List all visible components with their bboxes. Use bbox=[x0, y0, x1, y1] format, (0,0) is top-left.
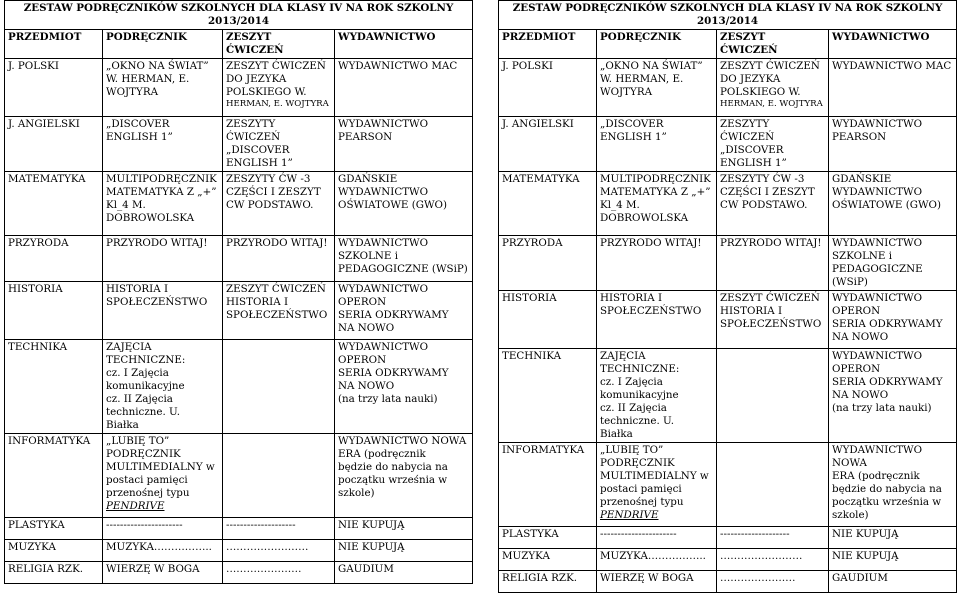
workbook-cell-line: …………………. bbox=[226, 563, 302, 575]
table-row bbox=[499, 527, 957, 549]
publisher-cell-line: SZKOLNE i bbox=[338, 250, 398, 262]
right-copy bbox=[498, 0, 956, 593]
book-cell-line: WOJTYRA bbox=[600, 86, 653, 98]
book-cell bbox=[597, 59, 717, 117]
book-cell-line: ENGLISH 1” bbox=[600, 131, 667, 143]
publisher-cell-line: NIE KUPUJĄ bbox=[832, 528, 899, 540]
workbook-cell-line: HISTORIA I bbox=[226, 296, 289, 308]
publisher-cell-line: SERIA ODKRYWAMY bbox=[338, 367, 449, 379]
subject-cell: MUZYKA bbox=[499, 549, 597, 571]
book-cell-line: DOBROWOLSKA bbox=[106, 212, 195, 224]
book-cell-line: MATEMATYKA Z „+” bbox=[106, 186, 217, 198]
publisher-cell bbox=[829, 349, 957, 443]
book-cell-line: „OKNO NA ŚWIAT” bbox=[106, 60, 209, 72]
workbook-cell bbox=[223, 540, 335, 562]
column-header: WYDAWNICTWO bbox=[335, 30, 473, 59]
workbook-cell bbox=[223, 282, 335, 340]
publisher-cell bbox=[335, 172, 473, 236]
book-cell-line: komunikacyjne bbox=[106, 380, 185, 392]
workbook-cell-line: „DISCOVER bbox=[226, 144, 290, 156]
subject-cell: TECHNIKA bbox=[5, 340, 103, 434]
publisher-cell-line: WYDAWNICTWO NOWA bbox=[338, 435, 467, 447]
publisher-cell-line: OŚWIATOWE (GWO) bbox=[338, 199, 447, 211]
book-cell bbox=[597, 443, 717, 527]
publisher-cell-line: NA NOWO bbox=[832, 331, 889, 343]
workbook-cell-line: „DISCOVER bbox=[720, 144, 784, 156]
table-row bbox=[499, 549, 957, 571]
book-cell-underlined: PENDRIVE bbox=[600, 509, 659, 521]
book-cell-line: PRZYRODO WITAJ! bbox=[106, 237, 208, 249]
publisher-cell-line: WYDAWNICTWO bbox=[832, 292, 923, 304]
workbook-cell-line: ENGLISH 1” bbox=[226, 157, 293, 169]
publisher-cell-line: WYDAWNICTWO MAC bbox=[832, 60, 952, 72]
textbook-table bbox=[4, 0, 473, 584]
book-cell-line: PODRĘCZNIK bbox=[600, 457, 675, 469]
table-row bbox=[5, 562, 473, 584]
publisher-cell bbox=[335, 236, 473, 282]
book-cell-line: W. HERMAN, E. bbox=[106, 73, 190, 85]
textbook-table bbox=[498, 0, 957, 593]
book-cell-line: Białka bbox=[600, 428, 633, 440]
book-cell bbox=[103, 282, 223, 340]
subject-cell: RELIGIA RZK. bbox=[5, 562, 103, 584]
book-cell bbox=[597, 117, 717, 172]
workbook-cell-line: POLSKIEGO W. bbox=[226, 86, 307, 98]
publisher-cell-line: GDAŃSKIE bbox=[832, 173, 892, 185]
book-cell-line: cz. II Zajęcia bbox=[106, 393, 173, 405]
book-cell-line: TECHNICZNE: bbox=[106, 354, 186, 366]
publisher-cell-line: początku września w bbox=[338, 474, 448, 486]
table-row bbox=[499, 172, 957, 236]
publisher-cell-line: NIE KUPUJĄ bbox=[832, 550, 899, 562]
book-cell-line: WIERZĘ W BOGA bbox=[106, 563, 200, 575]
publisher-cell bbox=[335, 562, 473, 584]
publisher-cell-line: OPERON bbox=[832, 305, 881, 317]
book-cell-line: DOBROWOLSKA bbox=[600, 212, 689, 224]
table-row bbox=[499, 59, 957, 117]
book-cell-line: Kl_4 M. bbox=[600, 199, 640, 211]
workbook-cell-line: CW PODSTAWO. bbox=[720, 199, 808, 211]
subject-cell: TECHNIKA bbox=[499, 349, 597, 443]
book-cell-line: przenośnej typu bbox=[106, 487, 190, 499]
subject-cell: PLASTYKA bbox=[499, 527, 597, 549]
subject-cell: PRZYRODA bbox=[5, 236, 103, 282]
column-header: PRZEDMIOT bbox=[499, 30, 597, 59]
publisher-cell-line: NIE KUPUJĄ bbox=[338, 519, 405, 531]
publisher-cell-line: OŚWIATOWE (GWO) bbox=[832, 199, 941, 211]
publisher-cell-line: OPERON bbox=[338, 296, 387, 308]
publisher-cell-line: PEDAGOGICZNE (WSiP) bbox=[832, 263, 923, 288]
book-cell-line: ZAJĘCIA bbox=[106, 341, 152, 353]
workbook-cell-line: CZĘŚCI I ZESZYT bbox=[226, 186, 321, 198]
publisher-cell bbox=[829, 549, 957, 571]
workbook-cell bbox=[223, 340, 335, 434]
book-cell bbox=[597, 291, 717, 349]
book-cell-line: HISTORIA I bbox=[106, 283, 169, 295]
book-cell-line: WOJTYRA bbox=[106, 86, 159, 98]
book-cell-line: cz. I Zajęcia bbox=[106, 367, 169, 379]
publisher-cell-line: NA NOWO bbox=[338, 322, 395, 334]
workbook-cell bbox=[717, 349, 829, 443]
book-cell-line: „LUBIĘ TO” bbox=[600, 444, 664, 456]
book-cell bbox=[103, 340, 223, 434]
book-cell-underlined: PENDRIVE bbox=[106, 500, 165, 512]
book-cell-line: Kl_4 M. bbox=[106, 199, 146, 211]
book-cell-line: przenośnej typu bbox=[600, 496, 684, 508]
subject-cell: MATEMATYKA bbox=[499, 172, 597, 236]
book-cell bbox=[597, 527, 717, 549]
subject-cell: PRZYRODA bbox=[499, 236, 597, 291]
workbook-cell-line: ZESZYT ĆWICZEŃ bbox=[226, 60, 326, 72]
book-cell bbox=[103, 172, 223, 236]
book-cell-line: MATEMATYKA Z „+” bbox=[600, 186, 711, 198]
workbook-cell bbox=[717, 571, 829, 593]
subject-cell: J. ANGIELSKI bbox=[499, 117, 597, 172]
publisher-cell-line: NA NOWO bbox=[338, 380, 395, 392]
publisher-cell-line: WYDAWNICTWO bbox=[338, 118, 429, 130]
publisher-cell-line: WYDAWNICTWO bbox=[832, 237, 923, 249]
book-cell-line: „LUBIĘ TO” bbox=[106, 435, 170, 447]
workbook-cell bbox=[717, 117, 829, 172]
book-cell-line: MULTIMEDIALNY w bbox=[600, 470, 709, 482]
workbook-cell bbox=[717, 527, 829, 549]
table-row bbox=[5, 59, 473, 117]
book-cell-line: HISTORIA I bbox=[600, 292, 663, 304]
publisher-cell-line: WYDAWNICTWO bbox=[832, 186, 923, 198]
column-header: WYDAWNICTWO bbox=[829, 30, 957, 59]
book-cell-line: „DISCOVER bbox=[106, 118, 170, 130]
publisher-cell bbox=[829, 172, 957, 236]
workbook-cell-line: ENGLISH 1” bbox=[720, 157, 787, 169]
publisher-cell-line: WYDAWNICTWO MAC bbox=[338, 60, 458, 72]
subject-cell: INFORMATYKA bbox=[499, 443, 597, 527]
publisher-cell-line: szkole) bbox=[338, 487, 375, 499]
publisher-cell-line: PEDAGOGICZNE (WSiP) bbox=[338, 263, 468, 275]
workbook-cell-line: -------------------- bbox=[226, 519, 296, 531]
publisher-cell-line: (na trzy lata nauki) bbox=[832, 402, 932, 414]
publisher-cell-line: ERA (podręcznik bbox=[832, 470, 920, 482]
publisher-cell-line: początku września w bbox=[832, 496, 942, 508]
workbook-cell bbox=[223, 236, 335, 282]
book-cell-line: postaci pamięci bbox=[106, 474, 188, 486]
publisher-cell bbox=[829, 291, 957, 349]
publisher-cell-line: OPERON bbox=[338, 354, 387, 366]
publisher-cell-line: ERA (podręcznik bbox=[338, 448, 426, 460]
publisher-cell-line: WYDAWNICTWO bbox=[832, 118, 923, 130]
column-header: PODRĘCZNIK bbox=[103, 30, 223, 59]
publisher-cell-line: WYDAWNICTWO bbox=[338, 186, 429, 198]
book-cell-line: cz. II Zajęcia bbox=[600, 402, 667, 414]
book-cell-line: MUZYKA…………….. bbox=[600, 550, 706, 562]
workbook-cell bbox=[717, 59, 829, 117]
table-row bbox=[499, 571, 957, 593]
publisher-cell-line: SERIA ODKRYWAMY bbox=[832, 318, 943, 330]
book-cell-line: techniczne. U. bbox=[600, 415, 675, 427]
book-cell-line: SPOŁECZEŃSTWO bbox=[106, 296, 208, 308]
publisher-cell bbox=[829, 527, 957, 549]
workbook-cell-line: ZESZYT ĆWICZEŃ bbox=[720, 60, 820, 72]
publisher-cell-line: szkole) bbox=[832, 509, 869, 521]
book-cell bbox=[103, 59, 223, 117]
book-cell bbox=[103, 562, 223, 584]
book-cell bbox=[597, 571, 717, 593]
publisher-cell-line: będzie do nabycia na bbox=[338, 461, 448, 473]
column-header: ZESZYT ĆWICZEŃ bbox=[717, 30, 829, 59]
book-cell-line: komunikacyjne bbox=[600, 389, 679, 401]
publisher-cell bbox=[829, 236, 957, 291]
workbook-cell bbox=[717, 549, 829, 571]
table-row bbox=[5, 518, 473, 540]
workbook-cell-line: ZESZYTY ĆW -3 bbox=[226, 173, 311, 185]
workbook-cell-line: CW PODSTAWO. bbox=[226, 199, 314, 211]
book-cell bbox=[597, 236, 717, 291]
subject-cell: INFORMATYKA bbox=[5, 434, 103, 518]
book-cell bbox=[103, 117, 223, 172]
book-cell-line: PRZYRODO WITAJ! bbox=[600, 237, 702, 249]
workbook-cell-line: ZESZYTY ĆWICZEŃ bbox=[226, 118, 281, 143]
book-cell bbox=[597, 549, 717, 571]
book-cell-line: SPOŁECZEŃSTWO bbox=[600, 305, 702, 317]
book-cell-line: postaci pamięci bbox=[600, 483, 682, 495]
workbook-cell bbox=[223, 59, 335, 117]
left-copy bbox=[4, 0, 472, 584]
publisher-cell bbox=[829, 571, 957, 593]
workbook-cell-line: SPOŁECZEŃSTWO bbox=[720, 318, 822, 330]
publisher-cell-line: OPERON bbox=[832, 363, 881, 375]
subject-cell: HISTORIA bbox=[499, 291, 597, 349]
column-header: PRZEDMIOT bbox=[5, 30, 103, 59]
workbook-cell bbox=[223, 172, 335, 236]
table-row bbox=[5, 282, 473, 340]
workbook-cell-line: ZESZYTY ĆWICZEŃ bbox=[720, 118, 775, 143]
publisher-cell bbox=[829, 443, 957, 527]
workbook-cell-line: PRZYRODO WITAJ! bbox=[226, 237, 328, 249]
workbook-cell-line: …………………… bbox=[720, 550, 803, 562]
book-cell-line: „OKNO NA ŚWIAT” bbox=[600, 60, 703, 72]
subject-cell: RELIGIA RZK. bbox=[499, 571, 597, 593]
workbook-cell bbox=[717, 172, 829, 236]
book-cell-line: W. HERMAN, E. bbox=[600, 73, 684, 85]
workbook-cell bbox=[223, 562, 335, 584]
column-header: ZESZYT ĆWICZEŃ bbox=[223, 30, 335, 59]
book-cell-line: WIERZĘ W BOGA bbox=[600, 572, 694, 584]
table-row bbox=[5, 434, 473, 518]
workbook-cell bbox=[223, 518, 335, 540]
publisher-cell-line: będzie do nabycia na bbox=[832, 483, 942, 495]
publisher-cell bbox=[335, 282, 473, 340]
publisher-cell bbox=[335, 59, 473, 117]
publisher-cell-line: SZKOLNE i bbox=[832, 250, 892, 262]
publisher-cell bbox=[829, 59, 957, 117]
publisher-cell bbox=[335, 434, 473, 518]
subject-cell: PLASTYKA bbox=[5, 518, 103, 540]
workbook-cell-line: ZESZYT ĆWICZEŃ bbox=[720, 292, 820, 304]
table-row bbox=[5, 340, 473, 434]
workbook-cell-line: -------------------- bbox=[720, 528, 790, 540]
publisher-cell-line: WYDAWNICTWO bbox=[832, 350, 923, 362]
subject-cell: J. POLSKI bbox=[499, 59, 597, 117]
subject-cell: J. ANGIELSKI bbox=[5, 117, 103, 172]
workbook-cell-line: DO JEZYKA bbox=[226, 73, 287, 85]
workbook-cell-line: CZĘŚCI I ZESZYT bbox=[720, 186, 815, 198]
workbook-cell-line: …………………. bbox=[720, 572, 796, 584]
publisher-cell-line: PEARSON bbox=[338, 131, 393, 143]
publisher-cell-line: SERIA ODKRYWAMY bbox=[832, 376, 943, 388]
workbook-cell-line: POLSKIEGO W. bbox=[720, 86, 801, 98]
publisher-cell-line: GAUDIUM bbox=[832, 572, 888, 584]
publisher-cell-line: WYDAWNICTWO bbox=[338, 237, 429, 249]
publisher-cell bbox=[335, 340, 473, 434]
book-cell-line: „DISCOVER bbox=[600, 118, 664, 130]
table-title: ZESTAW PODRĘCZNIKÓW SZKOLNYCH DLA KLASY IV NA ROK SZKOLNY 2013/2014 bbox=[499, 1, 957, 30]
book-cell bbox=[103, 434, 223, 518]
table-row bbox=[5, 172, 473, 236]
book-cell-line: ---------------------- bbox=[106, 519, 183, 531]
workbook-cell bbox=[223, 117, 335, 172]
publisher-cell-line: GAUDIUM bbox=[338, 563, 394, 575]
workbook-cell bbox=[717, 236, 829, 291]
table-row bbox=[5, 117, 473, 172]
table-row bbox=[499, 349, 957, 443]
table-row bbox=[499, 236, 957, 291]
workbook-cell-line: …………………… bbox=[226, 541, 309, 553]
book-cell-line: PODRĘCZNIK bbox=[106, 448, 181, 460]
workbook-cell-line: HISTORIA I bbox=[720, 305, 783, 317]
book-cell-line: ENGLISH 1” bbox=[106, 131, 173, 143]
workbook-cell bbox=[717, 443, 829, 527]
workbook-cell-line: PRZYRODO WITAJ! bbox=[720, 237, 822, 249]
table-row bbox=[499, 443, 957, 527]
book-cell bbox=[103, 518, 223, 540]
table-title: ZESTAW PODRĘCZNIKÓW SZKOLNYCH DLA KLASY IV NA ROK SZKOLNY 2013/2014 bbox=[5, 1, 473, 30]
publisher-cell bbox=[829, 117, 957, 172]
publisher-cell-line: GDAŃSKIE bbox=[338, 173, 398, 185]
book-cell-line: MULTIPODRĘCZNIK bbox=[106, 173, 217, 185]
subject-cell: HISTORIA bbox=[5, 282, 103, 340]
book-cell-line: MULTIMEDIALNY w bbox=[106, 461, 215, 473]
publisher-cell-line: SERIA ODKRYWAMY bbox=[338, 309, 449, 321]
workbook-cell bbox=[717, 291, 829, 349]
table-row bbox=[5, 236, 473, 282]
workbook-cell-small: HERMAN, E. WOJTYRA bbox=[226, 99, 329, 109]
publisher-cell bbox=[335, 117, 473, 172]
table-row bbox=[499, 117, 957, 172]
book-cell-line: MULTIPODRĘCZNIK bbox=[600, 173, 711, 185]
book-cell-line: ---------------------- bbox=[600, 528, 677, 540]
column-header: PODRĘCZNIK bbox=[597, 30, 717, 59]
book-cell bbox=[597, 172, 717, 236]
workbook-cell bbox=[223, 434, 335, 518]
subject-cell: MUZYKA bbox=[5, 540, 103, 562]
book-cell-line: TECHNICZNE: bbox=[600, 363, 680, 375]
subject-cell: MATEMATYKA bbox=[5, 172, 103, 236]
workbook-cell-small: HERMAN, E. WOJTYRA bbox=[720, 99, 823, 109]
table-row bbox=[5, 540, 473, 562]
publisher-cell-line: WYDAWNICTWO NOWA bbox=[832, 444, 923, 469]
book-cell-line: MUZYKA…………….. bbox=[106, 541, 212, 553]
workbook-cell-line: SPOŁECZEŃSTWO bbox=[226, 309, 328, 321]
book-cell bbox=[103, 236, 223, 282]
book-cell bbox=[103, 540, 223, 562]
book-cell-line: cz. I Zajęcia bbox=[600, 376, 663, 388]
workbook-cell-line: DO JEZYKA bbox=[720, 73, 781, 85]
publisher-cell bbox=[335, 540, 473, 562]
publisher-cell-line: WYDAWNICTWO bbox=[338, 283, 429, 295]
publisher-cell bbox=[335, 518, 473, 540]
publisher-cell-line: WYDAWNICTWO bbox=[338, 341, 429, 353]
publisher-cell-line: (na trzy lata nauki) bbox=[338, 393, 438, 405]
publisher-cell-line: PEARSON bbox=[832, 131, 887, 143]
book-cell-line: techniczne. U. bbox=[106, 406, 181, 418]
book-cell-line: Białka bbox=[106, 419, 139, 431]
book-cell-line: ZAJĘCIA bbox=[600, 350, 646, 362]
book-cell bbox=[597, 349, 717, 443]
publisher-cell-line: NA NOWO bbox=[832, 389, 889, 401]
subject-cell: J. POLSKI bbox=[5, 59, 103, 117]
table-row bbox=[499, 291, 957, 349]
workbook-cell-line: ZESZYTY ĆW -3 bbox=[720, 173, 805, 185]
workbook-cell-line: ZESZYT ĆWICZEŃ bbox=[226, 283, 326, 295]
publisher-cell-line: NIE KUPUJĄ bbox=[338, 541, 405, 553]
